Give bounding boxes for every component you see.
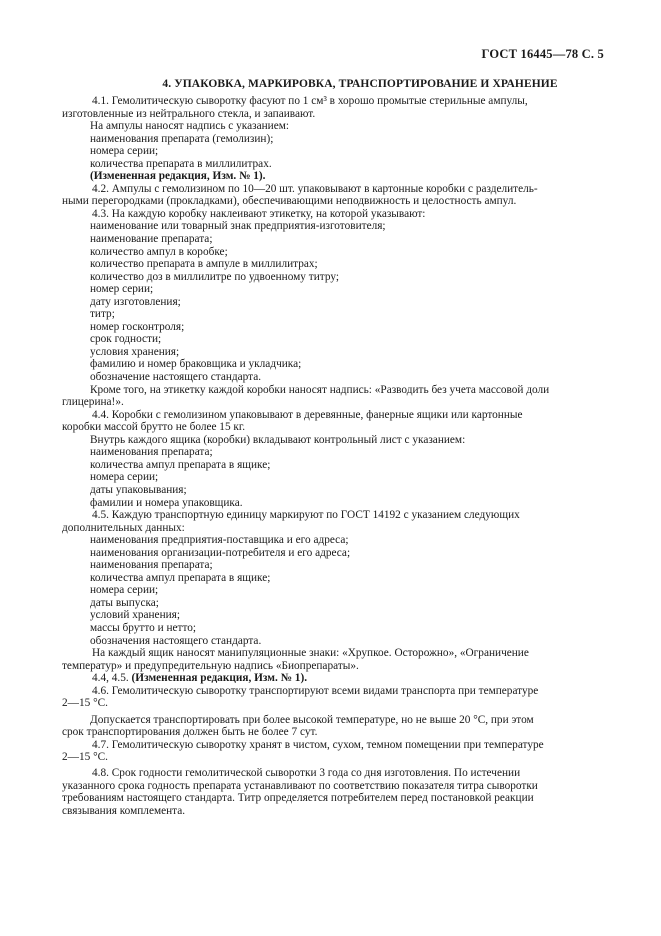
text-line: наименование или товарный знак предприятия-изготовителя; — [90, 220, 386, 233]
amendment-note: (Измененная редакция, Изм. № 1). — [131, 672, 308, 685]
text-line: массы брутто и нетто; — [90, 621, 197, 634]
text-line: На ампулы наносят надпись с указанием: — [90, 120, 289, 133]
text-line: ными перегородками (прокладками), обеспечивающими неподвижность и целостность ампул. — [62, 195, 517, 208]
text-line: фамилии и номера упаковщика. — [90, 496, 243, 509]
text-line: количество доз в миллилитре по удвоенному титру; — [90, 270, 339, 283]
text-line: количества препарата в миллилитрах. — [90, 157, 272, 170]
amendment-line — [90, 672, 599, 685]
text-line: наименования организации-потребителя и его адреса; — [90, 546, 351, 559]
text-line: фамилию и номер браковщика и укладчика; — [90, 358, 302, 371]
text-line: указанного срока годность препарата устанавливают по соответствию показателя титра сыворотки — [62, 779, 538, 792]
page-header: ГОСТ 16445—78 С. 5 — [481, 47, 604, 61]
text-line: номера серии; — [90, 145, 159, 158]
text-line: 4.4. Коробки с гемолизином упаковывают в деревянные, фанерные ящики или картонные — [92, 408, 523, 421]
text-line: номер серии; — [90, 283, 154, 296]
text-line: 4.1. Гемолитическую сыворотку фасуют по 1 см³ в хорошо промытые стерильные ампулы, — [92, 95, 528, 107]
text-line: Кроме того, на этикетку каждой коробки наносят надпись: «Разводить без учета массовой доли — [90, 383, 550, 396]
text-line: номера серии; — [90, 471, 159, 484]
document-body — [62, 95, 599, 817]
text-line: количество ампул в коробке; — [90, 245, 228, 258]
text-line: изготовленные из нейтрального стекла, и запаивают. — [62, 107, 316, 120]
text-line: Допускается транспортировать при более высокой температуре, но не выше 20 °С, при этом — [90, 713, 534, 726]
text-line: глицерина!». — [62, 396, 124, 409]
text-line: 4.5. Каждую транспортную единицу маркируют по ГОСТ 14192 с указанием следующих — [92, 509, 520, 522]
text-line: условия хранения; — [90, 345, 180, 358]
text-line: наименования предприятия-поставщика и его адреса; — [90, 534, 349, 547]
text-line: даты выпуска; — [90, 596, 159, 609]
text-line: наименования препарата; — [90, 446, 213, 459]
text-line: даты упаковывания; — [90, 483, 187, 496]
text-line: титр; — [90, 308, 115, 321]
section-title: 4. УПАКОВКА, МАРКИРОВКА, ТРАНСПОРТИРОВАНИЕ И ХРАНЕНИЕ — [162, 78, 558, 90]
text-line: коробки массой брутто не более 15 кг. — [62, 421, 246, 434]
text-line: 4.6. Гемолитическую сыворотку транспортируют всеми видами транспорта при температуре — [92, 684, 539, 697]
text-line: требованиям настоящего стандарта. Титр определяется потребителем перед постановкой реакции — [62, 792, 534, 805]
text-line: наименования препарата (гемолизин); — [90, 132, 274, 145]
text-line: На каждый ящик наносят манипуляционные знаки: «Хрупкое. Осторожно», «Ограничение — [92, 647, 529, 660]
text-line: количество препарата в ампуле в миллилитрах; — [90, 258, 318, 271]
text-line: 2—15 °С. — [62, 751, 108, 764]
text-line: дату изготовления; — [90, 295, 181, 308]
amendment-note: (Измененная редакция, Изм. № 1). — [90, 170, 266, 183]
text-line: 4.7. Гемолитическую сыворотку хранят в чистом, сухом, темном помещении при температуре — [92, 738, 544, 751]
text-line: 2—15 °С. — [62, 697, 108, 710]
text-line: 4.3. На каждую коробку наклеивают этикетку, на которой указывают: — [92, 207, 426, 220]
text-line: номера серии; — [90, 584, 159, 597]
text-line: связывания комплемента. — [62, 804, 186, 817]
text-line: срок годности; — [90, 333, 162, 346]
text-line: номер госконтроля; — [90, 320, 185, 333]
text-line: 4.8. Срок годности гемолитической сыворотки 3 года со дня изготовления. По истечении — [92, 766, 521, 779]
text-line: срок транспортирования должен быть не более 7 сут. — [62, 726, 318, 739]
text-line: Внутрь каждого ящика (коробки) вкладывают контрольный лист с указанием: — [90, 433, 466, 446]
text-line: дополнительных данных: — [62, 521, 185, 534]
text-line: условий хранения; — [90, 609, 180, 622]
clause-ref: 4.4, 4.5. — [92, 672, 132, 685]
text-line: наименование препарата; — [90, 233, 213, 246]
text-line: количества ампул препарата в ящике; — [90, 571, 271, 584]
text-line: обозначения настоящего стандарта. — [90, 634, 262, 647]
text-line: обозначение настоящего стандарта. — [90, 371, 262, 384]
text-line: наименования препарата; — [90, 559, 213, 572]
text-line: 4.2. Ампулы с гемолизином по 10—20 шт. упаковывают в картонные коробки с разделитель- — [92, 182, 538, 195]
text-line: температур» и предупредительную надпись «Биопрепараты». — [62, 659, 359, 672]
text-line: количества ампул препарата в ящике; — [90, 458, 271, 471]
